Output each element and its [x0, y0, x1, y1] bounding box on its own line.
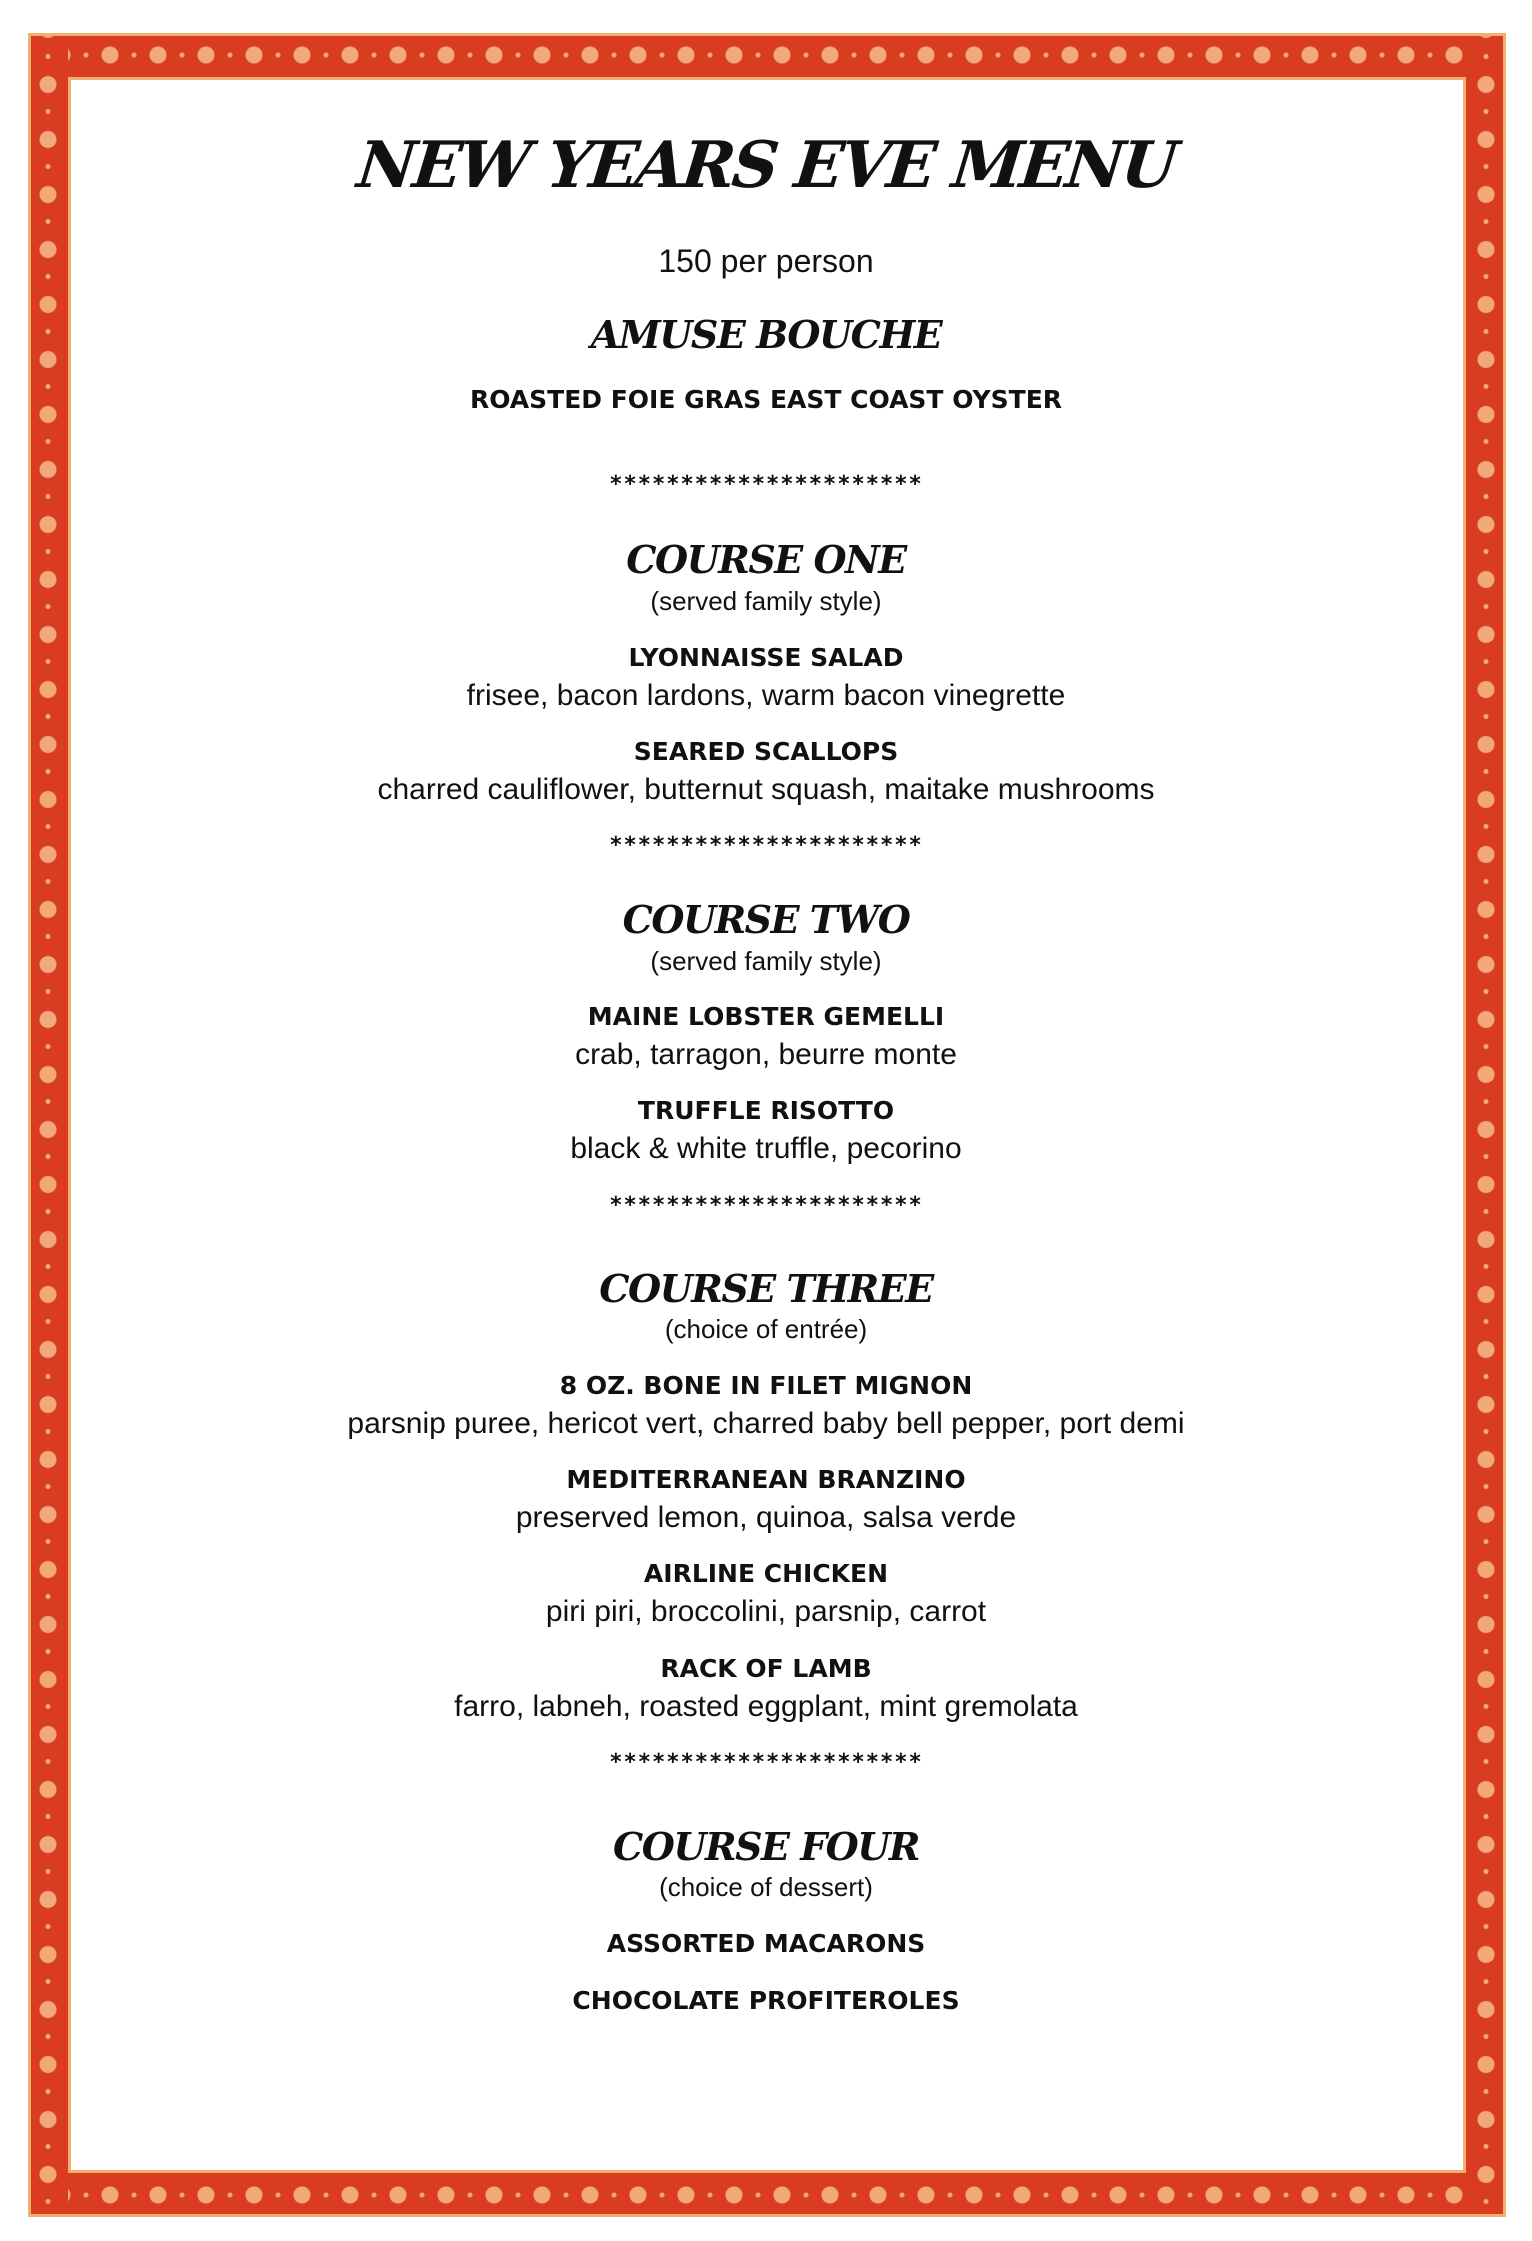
- amuse-bouche-title: AMUSE BOUCHE: [590, 312, 942, 357]
- section-divider: **********************: [609, 472, 923, 497]
- dish-name: TRUFFLE RISOTTO: [637, 1096, 895, 1125]
- dish-description: farro, labneh, roasted eggplant, mint gremolata: [454, 1690, 1078, 1723]
- dish-name: ASSORTED MACARONS: [606, 1929, 926, 1958]
- dish-description: frisee, bacon lardons, warm bacon vinegrette: [466, 679, 1066, 712]
- course-two-note: (served family style): [650, 946, 882, 976]
- section-divider: **********************: [609, 1750, 923, 1775]
- dish-description: piri piri, broccolini, parsnip, carrot: [545, 1595, 987, 1628]
- section-divider: **********************: [609, 1193, 923, 1218]
- course-three-title: COURSE THREE: [599, 1266, 933, 1311]
- course-one-note: (served family style): [650, 586, 882, 616]
- dish-name: CHOCOLATE PROFITEROLES: [572, 1986, 960, 2015]
- dish-name: 8 OZ. BONE IN FILET MIGNON: [559, 1371, 973, 1400]
- dish-name: RACK OF LAMB: [660, 1654, 872, 1683]
- dish-description: parsnip puree, hericot vert, charred baby bell pepper, port demi: [347, 1407, 1185, 1440]
- course-one-title: COURSE ONE: [626, 537, 906, 582]
- dish-name: MAINE LOBSTER GEMELLI: [587, 1002, 945, 1031]
- dish-description: preserved lemon, quinoa, salsa verde: [515, 1501, 1017, 1534]
- amuse-bouche-item: ROASTED FOIE GRAS EAST COAST OYSTER: [469, 385, 1063, 414]
- menu-title: NEW YEARS EVE MENU: [353, 128, 1179, 203]
- section-divider: **********************: [609, 833, 923, 858]
- course-three-note: (choice of entrée): [664, 1314, 868, 1344]
- dish-description: charred cauliflower, butternut squash, maitake mushrooms: [377, 773, 1155, 806]
- course-four-title: COURSE FOUR: [613, 1824, 919, 1869]
- dish-name: AIRLINE CHICKEN: [643, 1559, 889, 1588]
- dish-description: black & white truffle, pecorino: [570, 1132, 962, 1165]
- course-four-note: (choice of dessert): [659, 1872, 873, 1902]
- dish-name: MEDITERRANEAN BRANZINO: [566, 1465, 966, 1494]
- dish-name: LYONNAISSE SALAD: [628, 643, 904, 672]
- menu-price: 150 per person: [658, 243, 874, 279]
- dish-description: crab, tarragon, beurre monte: [575, 1038, 957, 1071]
- course-two-title: COURSE TWO: [622, 897, 910, 942]
- dish-name: SEARED SCALLOPS: [633, 737, 899, 766]
